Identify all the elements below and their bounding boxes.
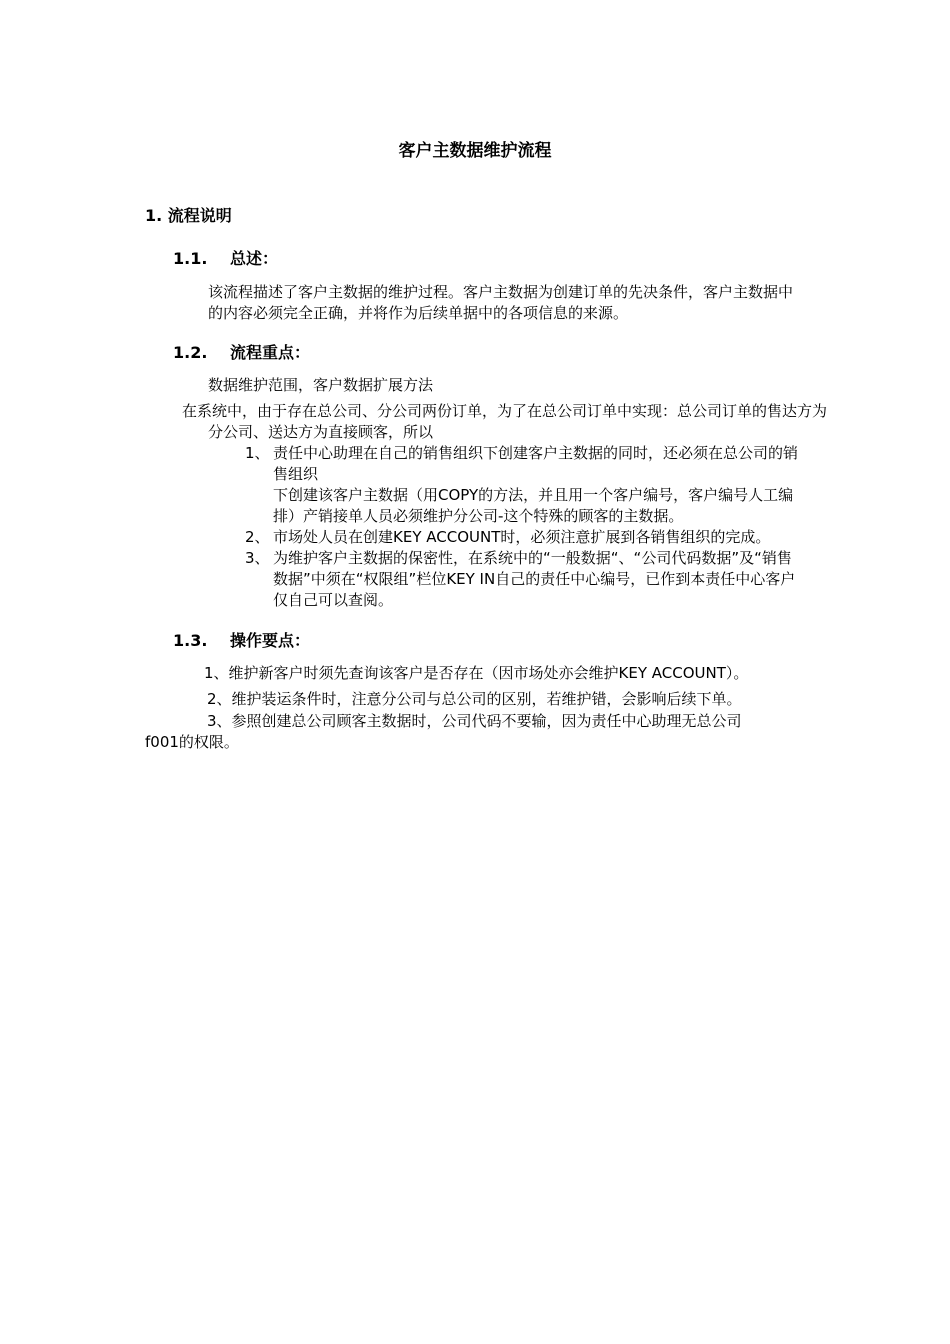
overview-paragraph: 该流程描述了客户主数据的维护过程。客户主数据为创建订单的先决条件，客户主数据中的内容必须完全正确，并将作为后续单据中的各项信息的来源。 <box>208 283 794 322</box>
list-text: 市场处人员在创建KEY ACCOUNT时，必须注意扩展到各销售组织的完成。 <box>273 528 771 546</box>
list-text: 为维护客户主数据的保密性，在系统中的“一般数据“、“公司代码数据”及“销售数据”中须在“权限组”栏位KEY IN自己的责任中心编号，已作到本责任中心客户仅自己可以查阅。 <box>273 549 796 609</box>
subsection-title: 操作要点： <box>230 631 311 650</box>
list-text: 责任中心助理在自己的销售组织下创建客户主数据的同时，还必须在总公司的销售组织 <box>273 444 799 483</box>
list-number: 2、 <box>245 528 270 546</box>
subsection-number: 1.1. <box>173 249 208 268</box>
scope-line: 数据维护范围，客户数据扩展方法 <box>208 376 434 394</box>
list-item <box>245 548 805 611</box>
subsection-heading-key-points <box>173 342 310 364</box>
subsection-number: 1.2. <box>173 343 208 362</box>
intro-paragraph: 在系统中，由于存在总公司、分公司两份订单，为了在总公司订单中实现：总公司订单的售达方为分公司、送达方为直接顾客，所以 <box>182 402 828 441</box>
list-number: 1、 <box>245 444 270 462</box>
operation-point: 2、维护装运条件时，注意分公司与总公司的区别，若维护错，会影响后续下单。 <box>207 690 742 708</box>
subsection-heading-operation-points <box>173 630 310 652</box>
subsection-heading-overview <box>173 248 278 270</box>
operation-point: 3、参照创建总公司顾客主数据时，公司代码不要输，因为责任中心助理无总公司 <box>207 712 742 730</box>
list-text-continuation: 下创建该客户主数据（用COPY的方法，并且用一个客户编号，客户编号人工编排）产销接单人员必须维护分公司-这个特殊的顾客的主数据。 <box>273 486 794 525</box>
list-number: 3、 <box>245 549 270 567</box>
section-heading-process-description: 1. 流程说明 <box>145 206 232 225</box>
subsection-title: 总述： <box>230 249 279 268</box>
operation-point-continuation: f001的权限。 <box>145 733 239 751</box>
subsection-number: 1.3. <box>173 631 208 650</box>
operation-point: 1、维护新客户时须先查询该客户是否存在（因市场处亦会维护KEY ACCOUNT）。 <box>204 664 749 682</box>
subsection-title: 流程重点： <box>230 343 311 362</box>
document-title: 客户主数据维护流程 <box>398 141 552 161</box>
list-item <box>245 443 805 527</box>
list-item <box>245 527 805 548</box>
